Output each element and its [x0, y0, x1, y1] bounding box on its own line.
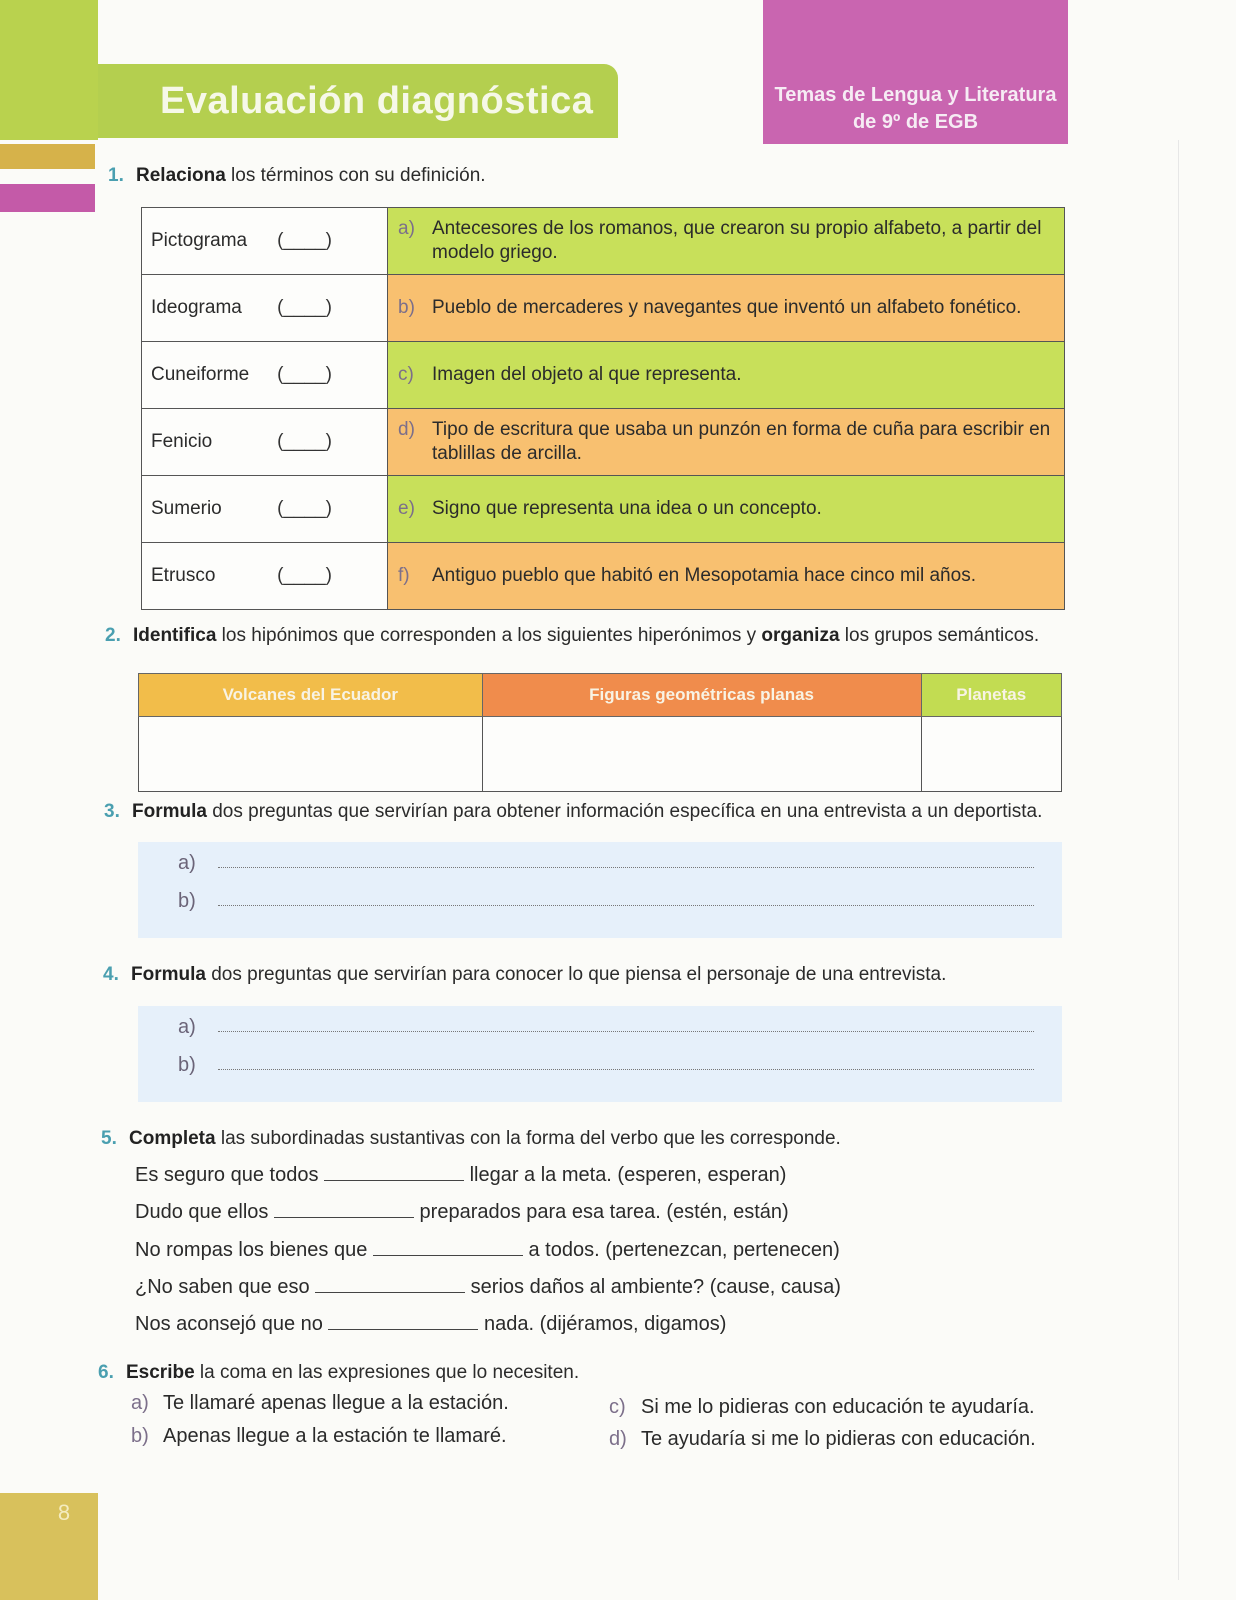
- question-text: la coma en las expresiones que lo necesiten.: [194, 1362, 580, 1383]
- question-number: 4.: [103, 964, 119, 985]
- question-number: 3.: [104, 801, 120, 822]
- definition-text: Imagen del objeto al que representa.: [432, 364, 742, 385]
- left-pink-strip: [0, 184, 95, 212]
- question-4-prompt: [103, 963, 946, 987]
- definition-text: Pueblo de mercaderes y navegantes que inventó un alfabeto fonético.: [432, 297, 1022, 318]
- fill-blank[interactable]: [328, 1311, 478, 1330]
- definition-text: Antiguo pueblo que habitó en Mesopotamia hace cinco mil años.: [432, 565, 976, 586]
- answer-label: a): [178, 1016, 196, 1038]
- definition-text: Tipo de escritura que usaba un punzón en forma de cuña para escribir en tablillas de arcilla.: [432, 419, 1051, 464]
- header-planetas: Planetas: [921, 674, 1062, 717]
- item-letter: a): [131, 1392, 149, 1414]
- definition-cell: [388, 543, 1065, 610]
- page-title: Evaluación diagnóstica: [160, 80, 594, 122]
- matching-table: [141, 207, 1065, 610]
- sentence-end: llegar a la meta. (esperen, esperan): [464, 1164, 787, 1186]
- left-green-strip: [0, 0, 98, 140]
- match-row: [142, 543, 1065, 610]
- question-number: 6.: [98, 1362, 114, 1383]
- sentence-start: Dudo que ellos: [135, 1201, 274, 1223]
- comma-item-b: [131, 1425, 507, 1448]
- answer-blank[interactable]: (____): [277, 230, 332, 251]
- answer-line-a[interactable]: [178, 1016, 1034, 1039]
- sentence-start: No rompas los bienes que: [135, 1239, 373, 1261]
- answer-box-q3: [138, 842, 1062, 938]
- question-verb: Escribe: [126, 1362, 195, 1383]
- term-label: Etrusco: [151, 565, 216, 586]
- term-label: Ideograma: [151, 297, 242, 318]
- sentence-1: [135, 1162, 786, 1187]
- item-letter: b): [131, 1425, 149, 1447]
- match-row: [142, 409, 1065, 476]
- definition-cell: [388, 409, 1065, 476]
- answer-line-b[interactable]: [178, 890, 1034, 913]
- match-row: [142, 275, 1065, 342]
- answer-cell-volcanes[interactable]: [139, 717, 483, 792]
- question-number: 5.: [101, 1128, 117, 1149]
- definition-cell: [388, 208, 1065, 275]
- answer-blank[interactable]: (____): [277, 498, 332, 519]
- item-text: Te ayudaría si me lo pidieras con educación.: [641, 1428, 1036, 1450]
- definition-letter: b): [398, 297, 415, 318]
- answer-box-q4: [138, 1006, 1062, 1102]
- sentence-start: ¿No saben que eso: [135, 1276, 316, 1298]
- sentence-3: [135, 1237, 840, 1262]
- answer-rule: [218, 905, 1034, 906]
- answer-rule: [218, 1069, 1034, 1070]
- header-figuras: Figuras geométricas planas: [482, 674, 921, 717]
- term-cell: [142, 275, 388, 342]
- definition-cell: [388, 476, 1065, 543]
- term-label: Cuneiforme: [151, 364, 250, 385]
- match-row: [142, 208, 1065, 275]
- answer-label: b): [178, 1054, 196, 1076]
- question-verb: Completa: [129, 1128, 216, 1149]
- hyponym-table: [138, 673, 1062, 792]
- term-cell: [142, 342, 388, 409]
- comma-item-d: [609, 1428, 1036, 1451]
- definition-text: Signo que representa una idea o un concepto.: [432, 498, 822, 519]
- topic-box: [763, 0, 1068, 144]
- left-gold-strip: [0, 144, 95, 169]
- match-row: [142, 342, 1065, 409]
- sentence-end: nada. (dijéramos, digamos): [478, 1313, 727, 1335]
- term-label: Fenicio: [151, 431, 213, 452]
- sentence-4: [135, 1274, 841, 1299]
- fill-blank[interactable]: [274, 1199, 414, 1218]
- comma-item-c: [609, 1396, 1035, 1419]
- answer-blank[interactable]: (____): [277, 297, 332, 318]
- sentence-5: [135, 1311, 726, 1336]
- answer-blank[interactable]: (____): [277, 364, 332, 385]
- question-verb: Identifica: [133, 625, 217, 646]
- definition-letter: c): [398, 364, 414, 385]
- sentence-end: preparados para esa tarea. (estén, están): [413, 1201, 789, 1223]
- definition-cell: [388, 275, 1065, 342]
- comma-item-a: [131, 1392, 509, 1415]
- answer-blank[interactable]: (____): [277, 431, 332, 452]
- question-text: dos preguntas que servirían para conocer lo que piensa el personaje de una entrevista.: [205, 964, 947, 985]
- answer-rule: [218, 1031, 1034, 1032]
- question-number: 2.: [105, 625, 121, 646]
- definition-letter: e): [398, 498, 415, 519]
- answer-label: a): [178, 852, 196, 874]
- definition-letter: a): [398, 218, 415, 239]
- fill-blank[interactable]: [324, 1162, 464, 1181]
- question-verb: Formula: [131, 964, 206, 985]
- answer-cell-planetas[interactable]: [921, 717, 1062, 792]
- question-text: los términos con su definición.: [225, 165, 486, 186]
- answer-rule: [218, 867, 1034, 868]
- sentence-2: [135, 1199, 789, 1224]
- question-1-prompt: [108, 164, 486, 188]
- definition-cell: [388, 342, 1065, 409]
- item-text: Si me lo pidieras con educación te ayudaría.: [641, 1396, 1035, 1418]
- term-cell: [142, 208, 388, 275]
- question-text: los hipónimos que corresponden a los siguientes hiperónimos y: [216, 625, 762, 646]
- question-number: 1.: [108, 165, 124, 186]
- term-label: Sumerio: [151, 498, 222, 519]
- answer-line-b[interactable]: [178, 1054, 1034, 1077]
- question-5-prompt: [101, 1127, 841, 1151]
- item-letter: d): [609, 1428, 627, 1450]
- question-2-prompt: [105, 624, 1039, 648]
- term-cell: [142, 543, 388, 610]
- answer-blank[interactable]: (____): [277, 565, 332, 586]
- topic-line-1: Temas de Lengua y Literatura: [774, 84, 1057, 106]
- question-text-end: los grupos semánticos.: [839, 625, 1040, 646]
- page-number: 8: [57, 1500, 71, 1525]
- page-edge-line: [1178, 140, 1179, 1580]
- definition-letter: d): [398, 419, 415, 440]
- question-verb: Relaciona: [136, 165, 226, 186]
- item-text: Apenas llegue a la estación te llamaré.: [163, 1425, 507, 1447]
- question-text: dos preguntas que servirían para obtener información específica en una entrevista a un deportista.: [206, 801, 1043, 822]
- definition-text: Antecesores de los romanos, que crearon su propio alfabeto, a partir del modelo griego.: [432, 218, 1042, 263]
- term-cell: [142, 409, 388, 476]
- question-6-prompt: [98, 1361, 579, 1385]
- match-row: [142, 476, 1065, 543]
- sentence-start: Es seguro que todos: [135, 1164, 325, 1186]
- header-volcanes: Volcanes del Ecuador: [139, 674, 483, 717]
- topic-line-2: de 9º de EGB: [852, 111, 979, 133]
- sentence-end: serios daños al ambiente? (cause, causa): [465, 1276, 841, 1298]
- question-text: las subordinadas sustantivas con la forma del verbo que les corresponde.: [215, 1128, 841, 1149]
- answer-line-a[interactable]: [178, 852, 1034, 875]
- fill-blank[interactable]: [373, 1237, 523, 1256]
- answer-label: b): [178, 890, 196, 912]
- item-letter: c): [609, 1396, 626, 1418]
- definition-letter: f): [398, 565, 410, 586]
- question-3-prompt: [104, 800, 1042, 824]
- term-label: Pictograma: [151, 230, 248, 251]
- item-text: Te llamaré apenas llegue a la estación.: [163, 1392, 509, 1414]
- sentence-start: Nos aconsejó que no: [135, 1313, 329, 1335]
- answer-cell-figuras[interactable]: [482, 717, 921, 792]
- question-verb: Formula: [132, 801, 207, 822]
- fill-blank[interactable]: [315, 1274, 465, 1293]
- question-verb-2: organiza: [761, 625, 840, 646]
- sentence-end: a todos. (pertenezcan, pertenecen): [522, 1239, 840, 1261]
- term-cell: [142, 476, 388, 543]
